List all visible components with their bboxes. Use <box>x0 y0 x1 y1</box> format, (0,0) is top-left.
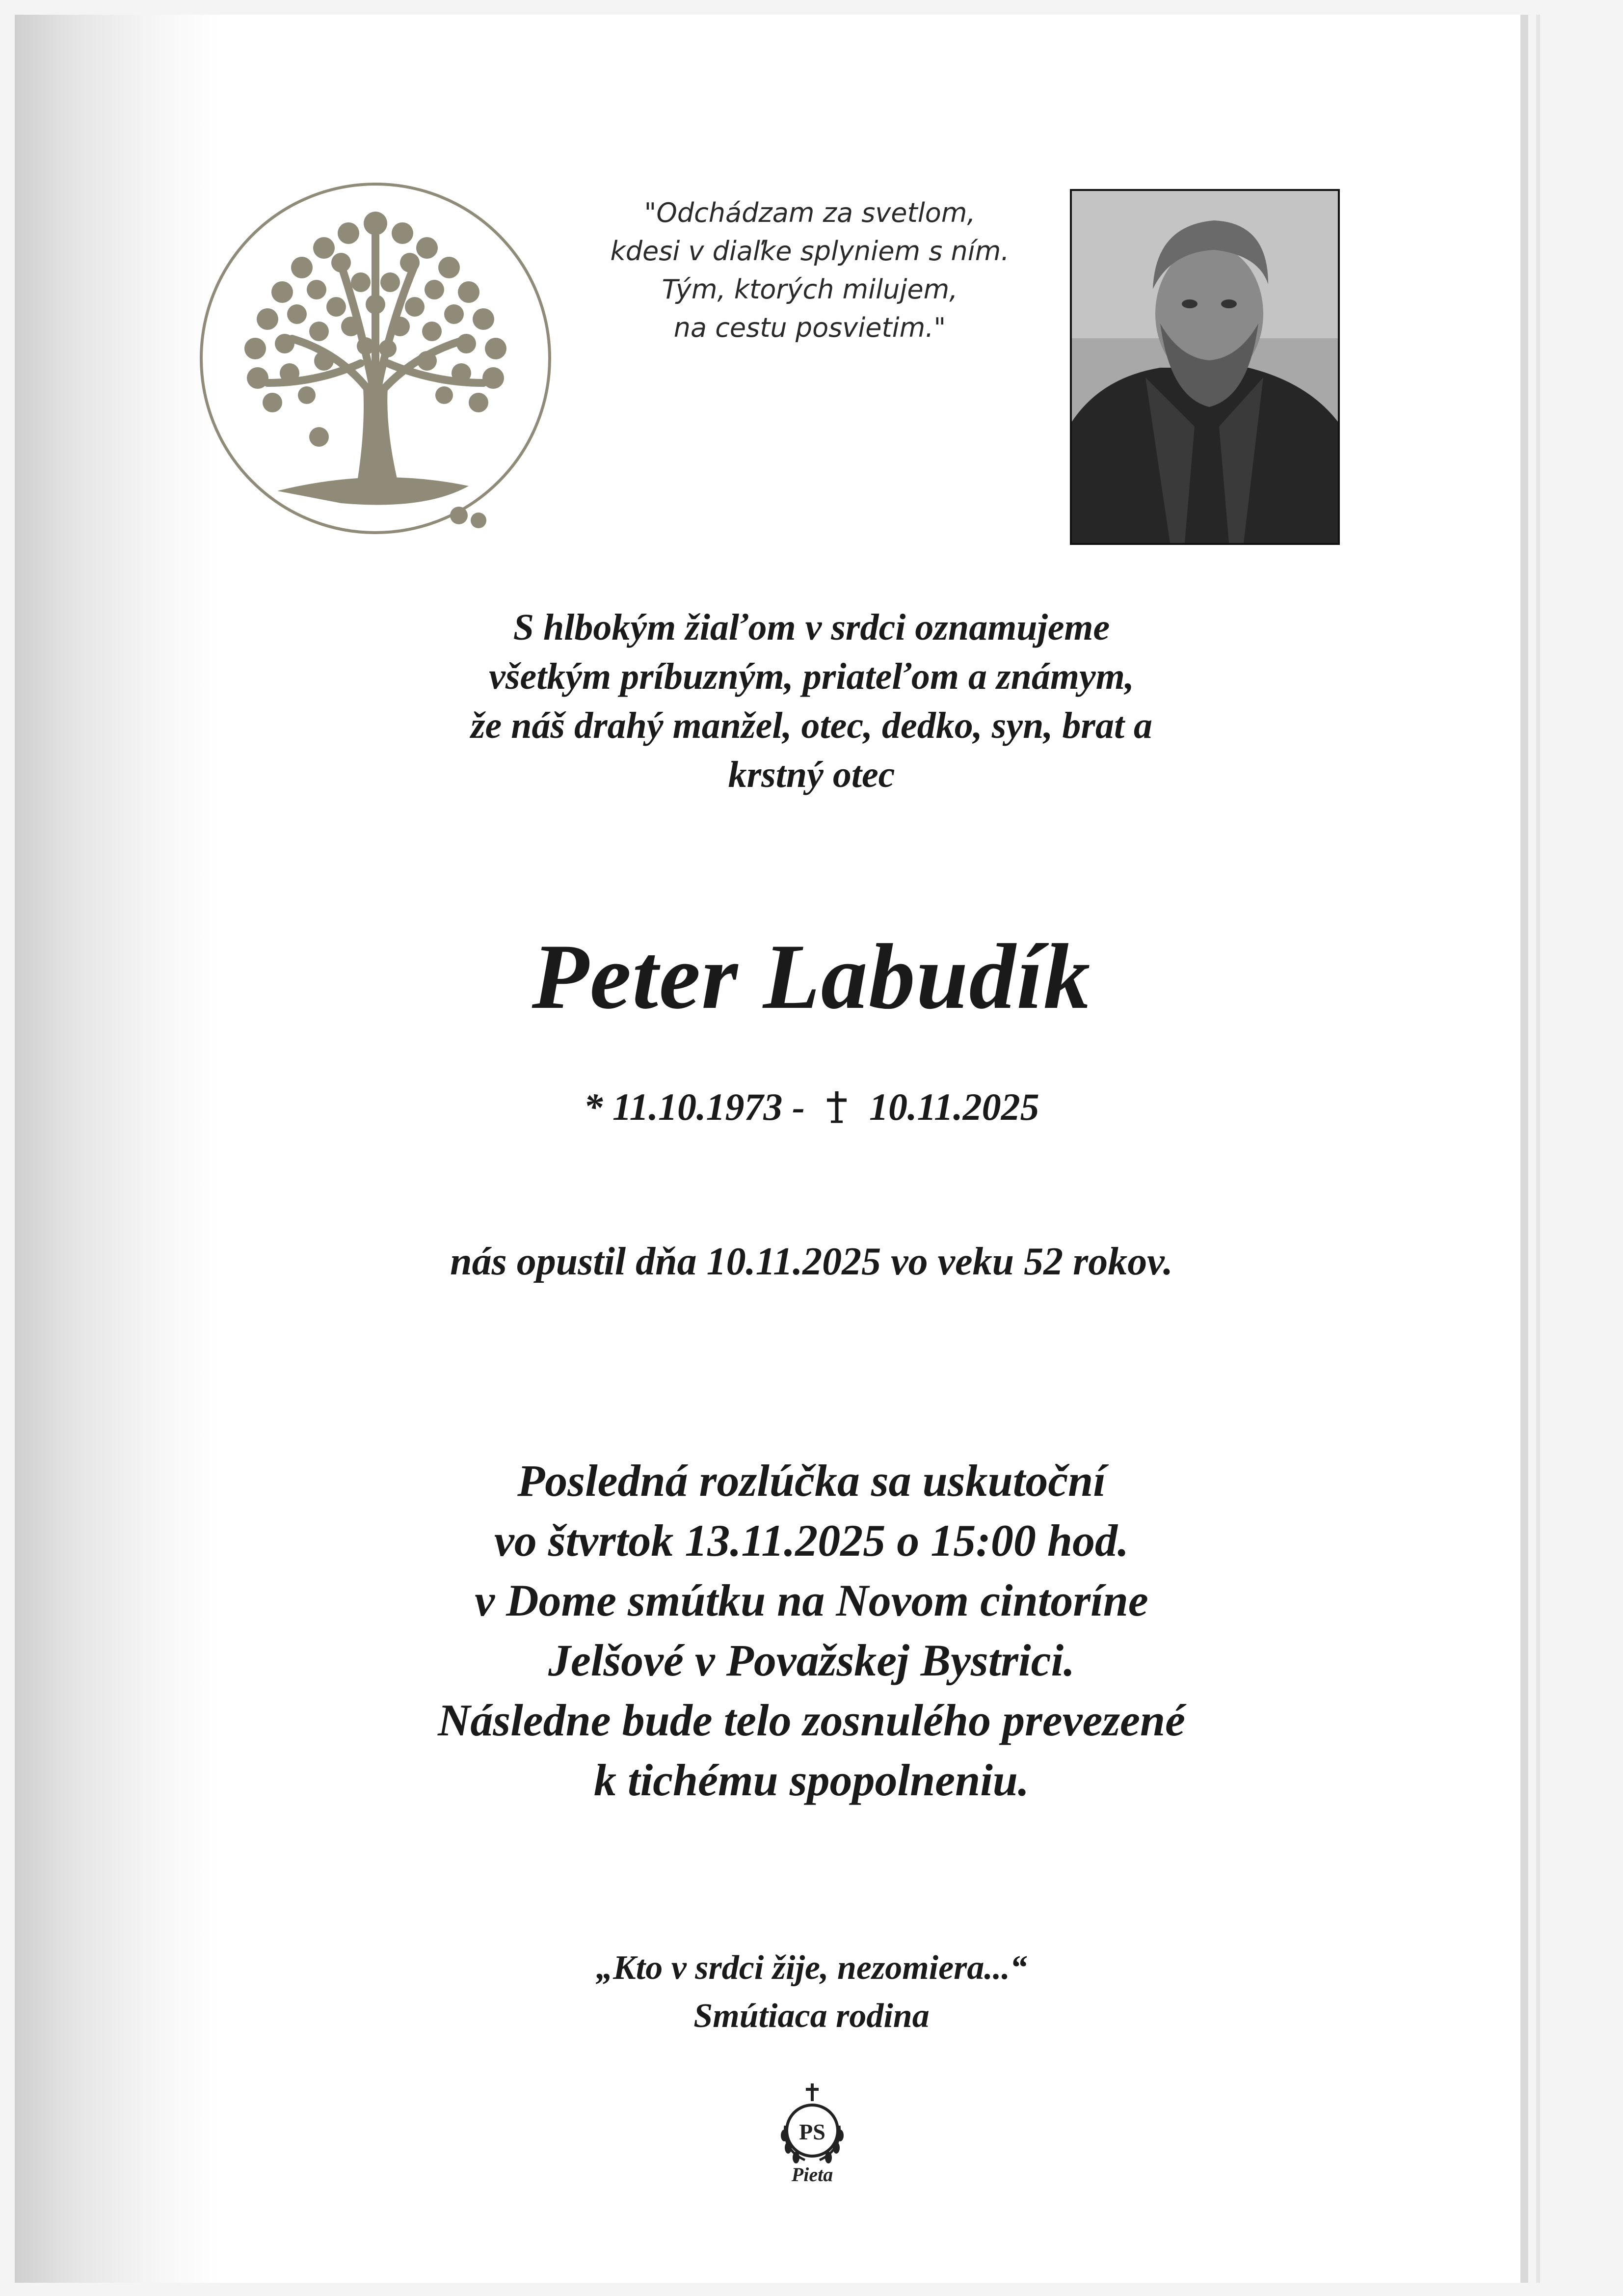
portrait-image <box>1072 191 1338 543</box>
passed-away-text <box>0 1237 1623 1286</box>
logo-monogram: PS <box>799 2119 825 2144</box>
ceremony-line: k tichému spopolneniu. <box>594 1755 1029 1805</box>
announcement-line: že náš drahý manžel, otec, dedko, syn, brat a <box>470 705 1153 746</box>
scan-edge-line <box>1536 15 1540 2283</box>
ceremony-line: Jelšové v Považskej Bystrici. <box>548 1635 1075 1685</box>
announcement-line: krstný otec <box>728 754 895 795</box>
ceremony-line: Posledná rozlúčka sa uskutoční <box>517 1456 1106 1506</box>
quote-line: "Odchádzam za svetlom, <box>644 197 976 228</box>
quote-line: na cestu posvietim." <box>673 312 946 343</box>
tree-of-life-icon <box>194 177 557 540</box>
birth-date: * 11.10.1973 - <box>584 1085 805 1128</box>
closing-text <box>0 1944 1623 2040</box>
memorial-quote <box>564 194 1055 347</box>
motto: „Kto v srdci žije, nezomiera...“ <box>596 1949 1027 1987</box>
ceremony-line: vo štvrtok 13.11.2025 o 15:00 hod. <box>494 1515 1129 1566</box>
death-date: 10.11.2025 <box>869 1085 1039 1128</box>
scan-edge-line <box>1520 15 1528 2283</box>
portrait-photo <box>1070 189 1340 545</box>
cross-icon <box>822 1089 851 1124</box>
announcement-line: S hlbokým žiaľom v srdci oznamujeme <box>513 607 1110 648</box>
life-dates <box>0 1082 1623 1132</box>
announcement-text <box>0 603 1623 799</box>
ceremony-line: Následne bude telo zosnulého prevezené <box>437 1695 1186 1745</box>
deceased-name <box>0 923 1623 1031</box>
ceremony-line: v Dome smútku na Novom cintoríne <box>475 1575 1148 1625</box>
ceremony-info <box>0 1451 1623 1810</box>
quote-line: Tým, ktorých milujem, <box>662 274 958 305</box>
announcement-line: všetkým príbuzným, priateľom a známym, <box>489 656 1134 697</box>
deceased-name-text: Peter Labudík <box>532 925 1091 1028</box>
logo-word: Pieta <box>791 2163 833 2186</box>
signature: Smútiaca rodina <box>693 1997 930 2035</box>
passed-away-line: nás opustil dňa 10.11.2025 vo veku 52 rokov. <box>450 1240 1173 1283</box>
quote-line: kdesi v diaľke splyniem s ním. <box>610 236 1010 267</box>
